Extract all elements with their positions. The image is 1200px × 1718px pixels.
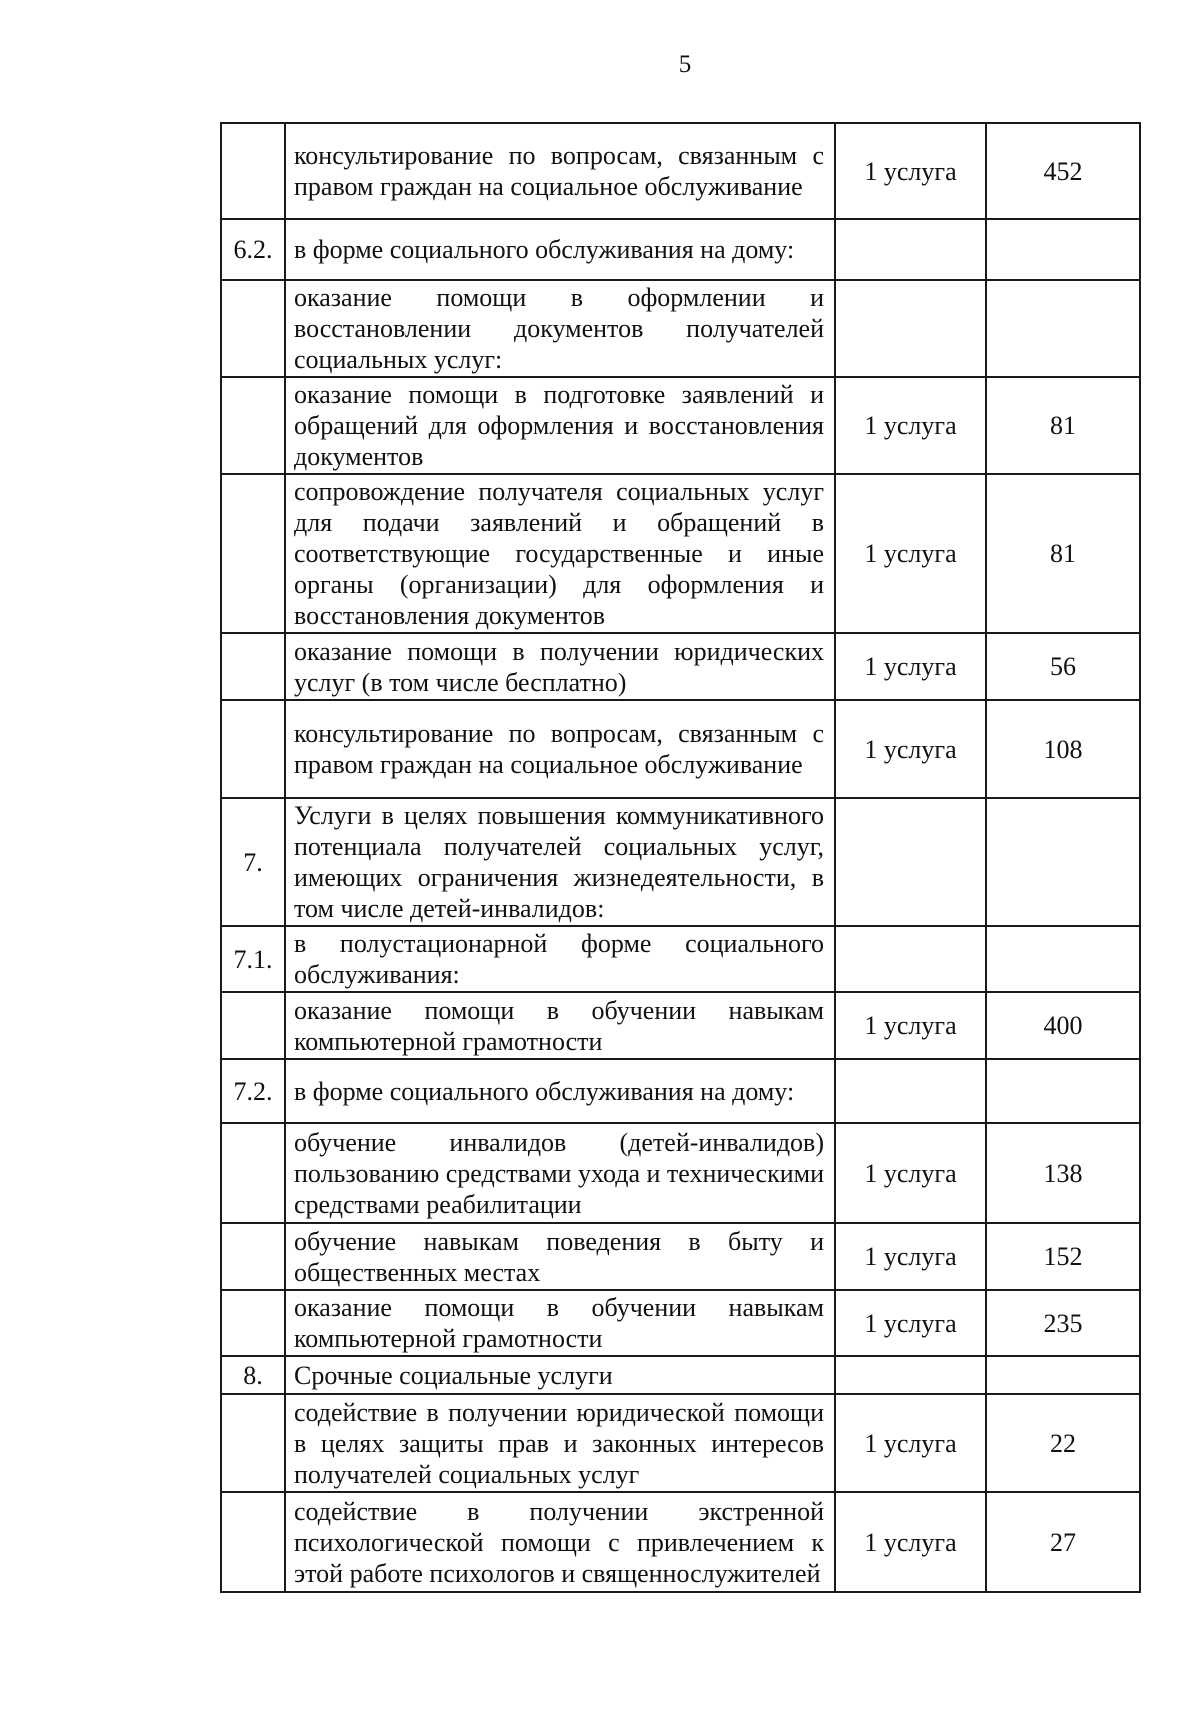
service-description: консультирование по вопросам, связанным с правом граждан на социальное обслуживание — [285, 123, 835, 219]
table-row — [221, 633, 1140, 700]
row-number — [221, 123, 285, 219]
service-description: в форме социального обслуживания на дому: — [285, 1059, 835, 1123]
row-number — [221, 280, 285, 377]
row-number: 7. — [221, 798, 285, 926]
service-description: обучение инвалидов (детей-инвалидов) пользованию средствами ухода и техническими средствами реабилитации — [285, 1123, 835, 1223]
service-description: Срочные социальные услуги — [285, 1356, 835, 1394]
unit-of-measure: 1 услуга — [835, 1223, 986, 1290]
row-number — [221, 700, 285, 798]
service-count: 138 — [986, 1123, 1140, 1223]
table-row — [221, 377, 1140, 474]
table-row — [221, 1356, 1140, 1394]
table-row — [221, 1290, 1140, 1356]
service-description: оказание помощи в оформлении и восстановлении документов получателей социальных услуг: — [285, 280, 835, 377]
table-row — [221, 700, 1140, 798]
service-count: 400 — [986, 992, 1140, 1059]
unit-of-measure — [835, 219, 986, 280]
service-count: 108 — [986, 700, 1140, 798]
row-number: 8. — [221, 1356, 285, 1394]
unit-of-measure: 1 услуга — [835, 992, 986, 1059]
table-row — [221, 280, 1140, 377]
service-description: в полустационарной форме социального обслуживания: — [285, 926, 835, 992]
service-count: 27 — [986, 1492, 1140, 1592]
unit-of-measure: 1 услуга — [835, 700, 986, 798]
table-row — [221, 1394, 1140, 1492]
unit-of-measure — [835, 1356, 986, 1394]
table-row — [221, 474, 1140, 633]
service-description: содействие в получении экстренной психологической помощи с привлечением к этой работе психологов и священнослужителей — [285, 1492, 835, 1592]
service-count: 56 — [986, 633, 1140, 700]
service-count: 152 — [986, 1223, 1140, 1290]
table-row — [221, 1123, 1140, 1223]
service-count — [986, 219, 1140, 280]
service-count — [986, 1356, 1140, 1394]
page-number: 5 — [678, 51, 692, 78]
service-count — [986, 926, 1140, 992]
service-count: 81 — [986, 377, 1140, 474]
row-number: 7.2. — [221, 1059, 285, 1123]
row-number — [221, 1290, 285, 1356]
unit-of-measure: 1 услуга — [835, 123, 986, 219]
unit-of-measure — [835, 926, 986, 992]
service-count — [986, 1059, 1140, 1123]
service-description: в форме социального обслуживания на дому: — [285, 219, 835, 280]
table-row — [221, 992, 1140, 1059]
table-row — [221, 219, 1140, 280]
service-description: сопровождение получателя социальных услуг для подачи заявлений и обращений в соответствующие государственные и иные органы (организации) для оформления и восстановления документов — [285, 474, 835, 633]
row-number — [221, 633, 285, 700]
unit-of-measure: 1 услуга — [835, 474, 986, 633]
service-count: 22 — [986, 1394, 1140, 1492]
table-row — [221, 123, 1140, 219]
unit-of-measure — [835, 280, 986, 377]
row-number: 7.1. — [221, 926, 285, 992]
row-number — [221, 1223, 285, 1290]
service-count: 452 — [986, 123, 1140, 219]
table-row — [221, 926, 1140, 992]
service-description: обучение навыкам поведения в быту и общественных местах — [285, 1223, 835, 1290]
unit-of-measure — [835, 798, 986, 926]
unit-of-measure: 1 услуга — [835, 1394, 986, 1492]
service-description: Услуги в целях повышения коммуникативного потенциала получателей социальных услуг, имеющих ограничения жизнедеятельности, в том числе детей-инвалидов: — [285, 798, 835, 926]
service-count: 235 — [986, 1290, 1140, 1356]
row-number — [221, 474, 285, 633]
table-row — [221, 1223, 1140, 1290]
row-number — [221, 1123, 285, 1223]
services-table — [220, 122, 1141, 1593]
row-number — [221, 1394, 285, 1492]
service-description: оказание помощи в обучении навыкам компьютерной грамотности — [285, 992, 835, 1059]
unit-of-measure: 1 услуга — [835, 377, 986, 474]
service-description: консультирование по вопросам, связанным с правом граждан на социальное обслуживание — [285, 700, 835, 798]
unit-of-measure: 1 услуга — [835, 1290, 986, 1356]
table-row — [221, 1059, 1140, 1123]
service-count — [986, 798, 1140, 926]
row-number — [221, 1492, 285, 1592]
service-description: содействие в получении юридической помощи в целях защиты прав и законных интересов получателей социальных услуг — [285, 1394, 835, 1492]
service-description: оказание помощи в получении юридических услуг (в том числе бесплатно) — [285, 633, 835, 700]
row-number — [221, 992, 285, 1059]
service-count — [986, 280, 1140, 377]
unit-of-measure: 1 услуга — [835, 633, 986, 700]
row-number — [221, 377, 285, 474]
unit-of-measure — [835, 1059, 986, 1123]
unit-of-measure: 1 услуга — [835, 1123, 986, 1223]
unit-of-measure: 1 услуга — [835, 1492, 986, 1592]
service-count: 81 — [986, 474, 1140, 633]
service-description: оказание помощи в обучении навыкам компьютерной грамотности — [285, 1290, 835, 1356]
table-row — [221, 1492, 1140, 1592]
row-number: 6.2. — [221, 219, 285, 280]
table-row — [221, 798, 1140, 926]
service-description: оказание помощи в подготовке заявлений и обращений для оформления и восстановления документов — [285, 377, 835, 474]
